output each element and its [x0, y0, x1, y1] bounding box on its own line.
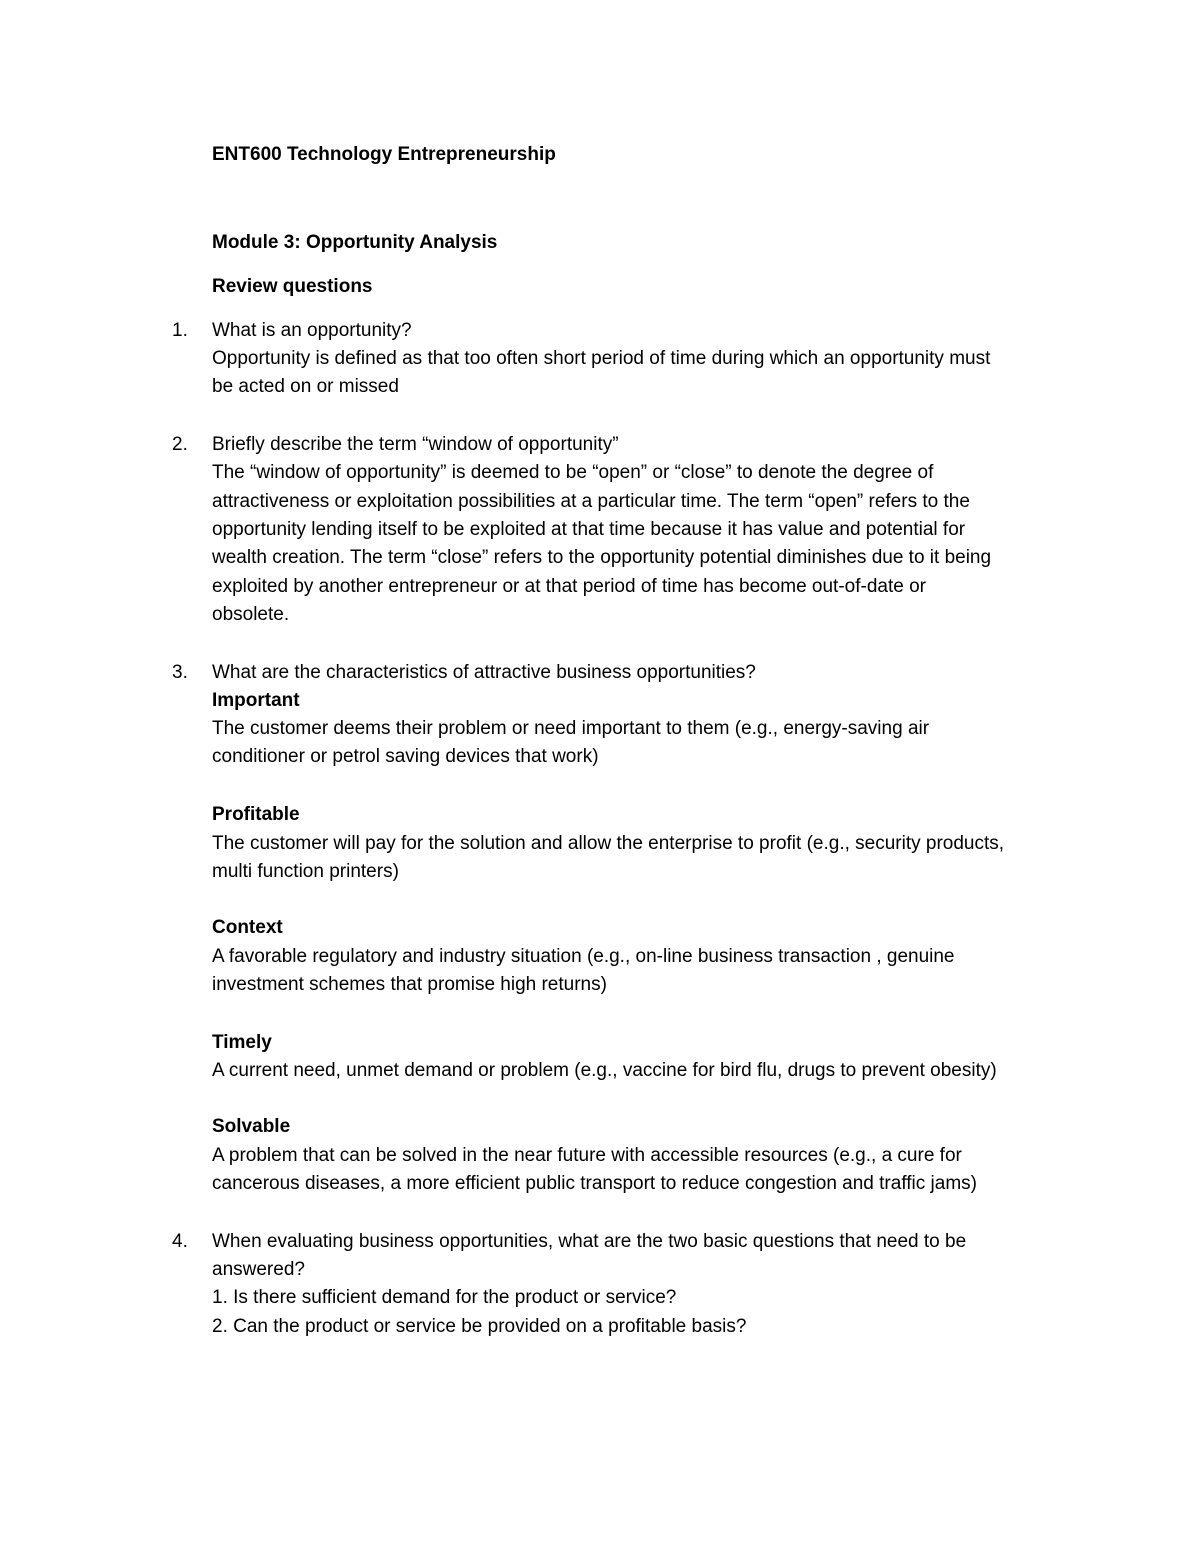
q1-answer-line: Opportunity is defined as that too often short period of time during which an opportunity must	[212, 348, 991, 369]
q3-question: What are the characteristics of attractive business opportunities?	[212, 662, 756, 683]
course-title: ENT600 Technology Entrepreneurship	[212, 144, 556, 165]
q3-item-line: The customer deems their problem or need important to them (e.g., energy-saving air	[212, 718, 930, 739]
q3-item-heading-profitable: Profitable	[212, 804, 300, 825]
q4-number: 4.	[172, 1231, 188, 1252]
q3-item-heading-solvable: Solvable	[212, 1116, 291, 1137]
q2-question: Briefly describe the term “window of opportunity”	[212, 434, 619, 455]
q1-answer-line: be acted on or missed	[212, 376, 399, 397]
q3-item-line: conditioner or petrol saving devices that work)	[212, 746, 599, 767]
q3-item-heading-timely: Timely	[212, 1032, 272, 1053]
q2-answer-line: obsolete.	[212, 604, 290, 625]
q2-answer-line: wealth creation. The term “close” refers to the opportunity potential diminishes due to it being	[212, 547, 992, 568]
q4-answer-line: 1. Is there sufficient demand for the product or service?	[212, 1287, 677, 1308]
q4-question-line: When evaluating business opportunities, what are the two basic questions that need to be	[212, 1231, 967, 1252]
q3-item-heading-important: Important	[212, 690, 300, 711]
q2-answer-line: opportunity lending itself to be exploited at that time because it has value and potential for	[212, 519, 966, 540]
q1-question: What is an opportunity?	[212, 320, 412, 341]
q3-item-line: multi function printers)	[212, 861, 399, 882]
q3-item-line: cancerous diseases, a more efficient public transport to reduce congestion and traffic jams)	[212, 1173, 977, 1194]
q2-answer-line: The “window of opportunity” is deemed to be “open” or “close” to denote the degree of	[212, 462, 934, 483]
q2-answer-line: attractiveness or exploitation possibilities at a particular time. The term “open” refers to the	[212, 491, 970, 512]
q4-answer-line: 2. Can the product or service be provided on a profitable basis?	[212, 1316, 747, 1337]
q3-item-line: A current need, unmet demand or problem (e.g., vaccine for bird flu, drugs to prevent obesity)	[212, 1060, 997, 1081]
q3-item-line: The customer will pay for the solution and allow the enterprise to profit (e.g., security products,	[212, 833, 1005, 854]
q3-number: 3.	[172, 662, 188, 683]
q1-number: 1.	[172, 320, 188, 341]
q2-number: 2.	[172, 434, 188, 455]
q3-item-heading-context: Context	[212, 917, 283, 938]
module-title: Module 3: Opportunity Analysis	[212, 232, 498, 253]
q3-item-line: A favorable regulatory and industry situation (e.g., on-line business transaction , genuine	[212, 946, 955, 967]
q3-item-line: A problem that can be solved in the near future with accessible resources (e.g., a cure for	[212, 1145, 962, 1166]
section-title: Review questions	[212, 276, 373, 297]
q4-question-line: answered?	[212, 1259, 305, 1280]
q2-answer-line: exploited by another entrepreneur or at that period of time has become out-of-date or	[212, 576, 926, 597]
q3-item-line: investment schemes that promise high returns)	[212, 974, 607, 995]
